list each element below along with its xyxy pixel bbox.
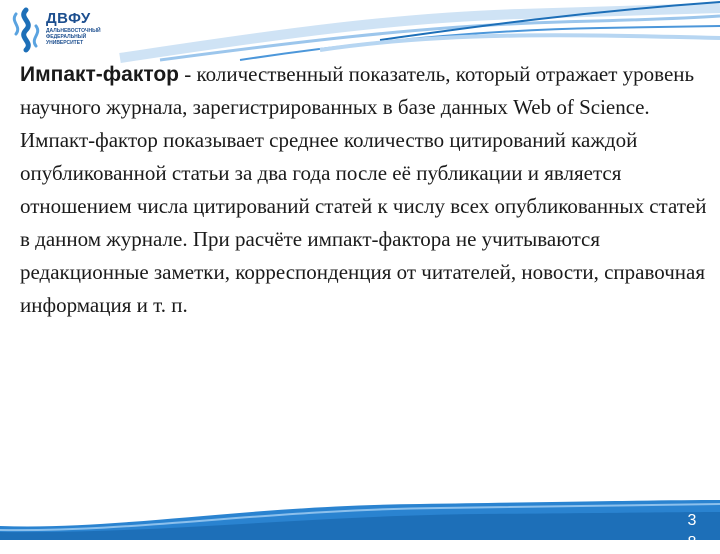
university-logo: [8, 8, 118, 54]
header-wave-decoration: [120, 0, 720, 60]
page-number: 38: [687, 512, 697, 551]
footer-wave-band: [0, 500, 720, 540]
definition-body: - количественный показатель, который отражает уровень научного журнала, зарегистрированных в базе данных Web of Science. Импакт-фактор показывает среднее количество цитирований каждой опубликованной статьи за два года после её публикации и является отношением числа цитирований статей к числу всех опубликованных статей в данном журнале. При расчёте импакт-фактора не учитываются редакционные заметки, корреспонденция от читателей, новости, справочная информация и т. п.: [20, 62, 707, 317]
definition-text: [20, 58, 710, 322]
term-heading: Импакт-фактор: [20, 63, 180, 86]
wave-emblem-icon: [8, 8, 44, 52]
logo-subtitle: ДАЛЬНЕВОСТОЧНЫЙ ФЕДЕРАЛЬНЫЙ УНИВЕРСИТЕТ: [46, 28, 101, 46]
logo-brand: ДВФУ: [46, 10, 91, 27]
